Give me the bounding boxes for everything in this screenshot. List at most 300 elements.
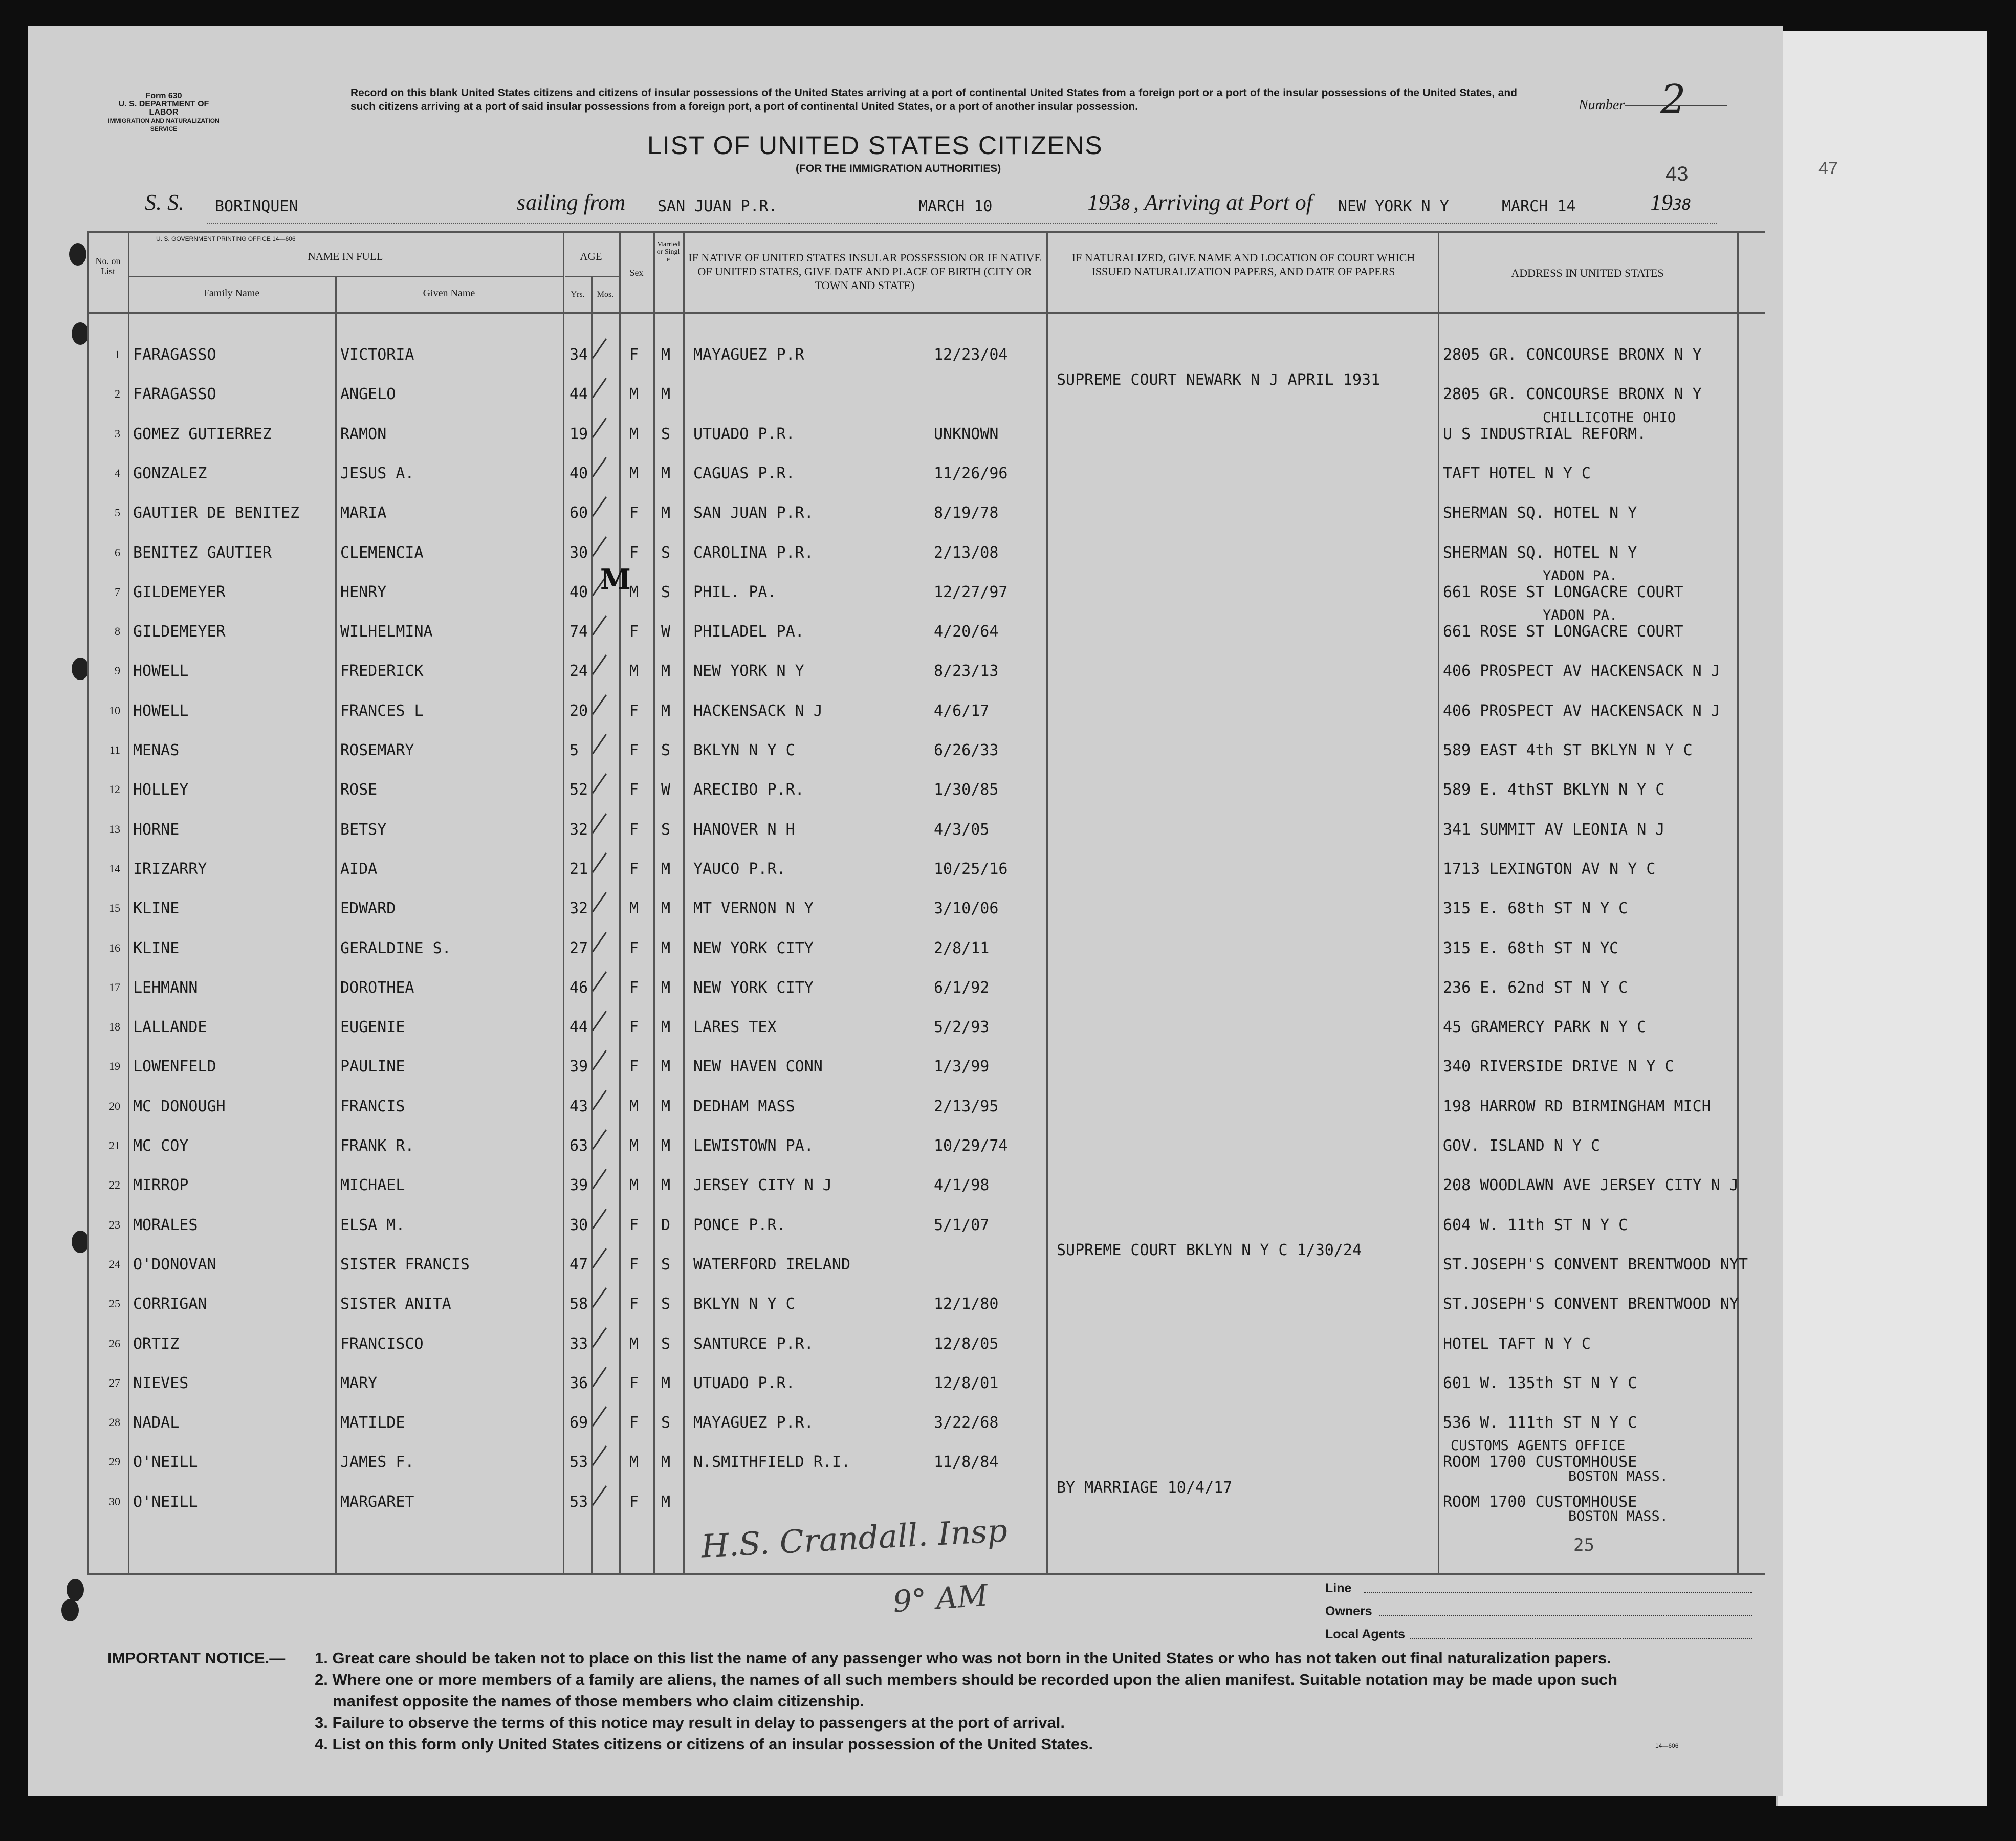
cell-no: 2 — [115, 387, 120, 401]
cell-family: GONZALEZ — [133, 464, 207, 483]
cell-sex: M — [629, 900, 639, 918]
cell-ms: S — [661, 583, 671, 601]
cell-sex: F — [629, 1255, 639, 1274]
cell-ms: M — [661, 1097, 671, 1115]
header-sex: Sex — [629, 268, 644, 278]
cell-addr: 315 E. 68th ST N YC — [1443, 939, 1619, 957]
cell-given: MICHAEL — [340, 1176, 405, 1195]
cell-addr: 1713 LEXINGTON AV N Y C — [1443, 860, 1656, 878]
cell-given: FRANCIS — [340, 1097, 405, 1115]
cell-no: 8 — [115, 625, 120, 638]
cell-date: 4/3/05 — [934, 820, 990, 839]
notice-2: 2. Where one or more members of a family are aliens, the names of all such members should be recorded upon the alien manifest. Suitable notation may be made upon such — [315, 1671, 1618, 1689]
cell-sex: F — [629, 1216, 639, 1234]
cell-age: 63 — [569, 1137, 588, 1155]
cell-place: NEW YORK N Y — [693, 662, 804, 681]
cell-no: 22 — [109, 1178, 120, 1192]
cell-sex: M — [629, 464, 639, 483]
col-rule — [335, 276, 337, 1573]
header-no: No. on List — [95, 256, 121, 276]
cell-addr-line3: BOSTON MASS. — [1568, 1469, 1669, 1485]
cell-sex: F — [629, 741, 639, 759]
cell-family: O'NEILL — [133, 1493, 198, 1511]
cell-addr: 661 ROSE ST LONGACRE COURT — [1443, 583, 1683, 601]
cell-family: O'NEILL — [133, 1453, 198, 1472]
cell-ms: S — [661, 820, 671, 839]
check-mark — [592, 418, 607, 437]
cell-age: 39 — [569, 1058, 588, 1076]
cell-no: 21 — [109, 1139, 120, 1152]
cell-family: KLINE — [133, 939, 180, 957]
cell-ms: M — [661, 504, 671, 522]
cell-family: IRIZARRY — [133, 860, 207, 878]
check-mark — [592, 1129, 607, 1149]
cell-place: MT VERNON N Y — [693, 900, 814, 918]
cell-place: YAUCO P.R. — [693, 860, 786, 878]
cell-no: 1 — [115, 348, 120, 361]
cell-family: HOWELL — [133, 702, 189, 720]
cell-no: 19 — [109, 1060, 120, 1073]
cell-given: FREDERICK — [340, 662, 424, 681]
notice-title: IMPORTANT NOTICE.— — [107, 1649, 286, 1667]
cell-date: 2/13/95 — [934, 1097, 999, 1115]
cell-no: 13 — [109, 822, 120, 836]
cell-addr-line2: YADON PA. — [1543, 607, 1618, 624]
cell-date: 12/8/05 — [934, 1334, 999, 1353]
arrival-year-suffix: 38 — [1673, 196, 1692, 214]
cell-given: MATILDE — [340, 1414, 405, 1432]
cell-no: 25 — [109, 1297, 120, 1310]
cell-addr: 2805 GR. CONCOURSE BRONX N Y — [1443, 385, 1702, 404]
check-mark — [592, 1169, 607, 1189]
check-mark — [592, 1209, 607, 1229]
cell-addr-line2: CHILLICOTHE OHIO — [1543, 409, 1676, 426]
col-rule — [87, 231, 89, 1573]
cell-addr: 2805 GR. CONCOURSE BRONX N Y — [1443, 346, 1702, 364]
cell-age: 36 — [569, 1374, 588, 1392]
cell-addr: 45 GRAMERCY PARK N Y C — [1443, 1018, 1647, 1037]
check-mark — [592, 536, 607, 556]
cell-addr: U S INDUSTRIAL REFORM. — [1443, 425, 1647, 443]
cell-date: 3/22/68 — [934, 1414, 999, 1432]
cell-given: FRANK R. — [340, 1137, 414, 1155]
cell-place: CAGUAS P.R. — [693, 464, 795, 483]
cell-family: NADAL — [133, 1414, 180, 1432]
check-mark — [592, 1050, 607, 1070]
cell-given: RAMON — [340, 425, 387, 443]
margin-note: 43 — [1666, 163, 1689, 185]
cell-age: 44 — [569, 385, 588, 404]
cell-addr: 589 EAST 4th ST BKLYN N Y C — [1443, 741, 1693, 759]
number-label: Number — [1579, 97, 1625, 113]
cell-addr: HOTEL TAFT N Y C — [1443, 1334, 1591, 1353]
cell-family: GAUTIER DE BENITEZ — [133, 504, 300, 522]
cell-place: NEW YORK CITY — [693, 978, 814, 997]
cell-sex: M — [629, 1453, 639, 1472]
cell-age: 33 — [569, 1334, 588, 1353]
cell-addr: TAFT HOTEL N Y C — [1443, 464, 1591, 483]
check-mark — [592, 615, 607, 635]
cell-place: UTUADO P.R. — [693, 1374, 795, 1392]
cell-given: FRANCES L — [340, 702, 424, 720]
table-top-rule — [87, 231, 1765, 233]
cell-date: 6/1/92 — [934, 978, 990, 997]
local-agents-label: Local Agents — [1325, 1627, 1406, 1641]
cell-addr: 406 PROSPECT AV HACKENSACK N J — [1443, 662, 1720, 681]
ship-name: BORINQUEN — [215, 198, 298, 215]
cell-addr: 340 RIVERSIDE DRIVE N Y C — [1443, 1058, 1674, 1076]
cell-addr-line3: BOSTON MASS. — [1568, 1508, 1669, 1524]
cell-addr: 236 E. 62nd ST N Y C — [1443, 978, 1628, 997]
cell-addr-line2: YADON PA. — [1543, 567, 1618, 584]
cell-sex: F — [629, 1374, 639, 1392]
owners-label: Owners — [1325, 1604, 1372, 1618]
cell-date: 10/29/74 — [934, 1137, 1008, 1155]
cell-ms: M — [661, 1137, 671, 1155]
cell-addr-line2: CUSTOMS AGENTS OFFICE — [1451, 1438, 1626, 1454]
cell-age: 32 — [569, 900, 588, 918]
cell-given: ANGELO — [340, 385, 396, 404]
cell-age: 20 — [569, 702, 588, 720]
header-address: ADDRESS IN UNITED STATES — [1511, 267, 1664, 279]
cell-place: BKLYN N Y C — [693, 741, 795, 759]
cell-place: LARES TEX — [693, 1018, 777, 1037]
cell-age: 53 — [569, 1453, 588, 1472]
col-rule — [1737, 231, 1739, 1573]
cell-place: MAYAGUEZ P.R — [693, 346, 804, 364]
cell-no: 4 — [115, 466, 120, 479]
tally-number: 25 — [1573, 1535, 1594, 1555]
header-given-name: Given Name — [423, 288, 475, 299]
check-mark — [592, 378, 607, 398]
cell-addr: ST.JOSEPH'S CONVENT BRENTWOOD NY — [1443, 1295, 1739, 1313]
cell-date: 10/25/16 — [934, 860, 1008, 878]
departure-year — [1087, 189, 1130, 215]
binding-hole — [72, 658, 89, 680]
check-mark — [592, 892, 607, 912]
cell-sex: F — [629, 702, 639, 720]
binding-hole — [72, 322, 89, 345]
arrival-year — [1650, 189, 1691, 215]
check-mark — [592, 774, 607, 794]
cell-age: 30 — [569, 543, 588, 562]
cell-addr: SHERMAN SQ. HOTEL N Y — [1443, 504, 1637, 522]
departure-port: SAN JUAN P.R. — [658, 198, 778, 215]
right-page-number: 47 — [1818, 159, 1838, 178]
cell-family: GILDEMEYER — [133, 623, 226, 641]
col-rule — [683, 231, 685, 1573]
binding-hole — [72, 1231, 89, 1253]
cell-date: UNKNOWN — [934, 425, 999, 443]
check-mark — [592, 971, 607, 991]
cell-age: 58 — [569, 1295, 588, 1313]
row7-sex-correction: M — [600, 563, 631, 596]
check-mark — [592, 457, 607, 477]
cell-no: 29 — [109, 1455, 120, 1469]
cell-sex: M — [629, 1137, 639, 1155]
cell-ms: M — [661, 1018, 671, 1037]
check-mark — [592, 1367, 607, 1387]
cell-ms: W — [661, 623, 671, 641]
cell-no: 6 — [115, 545, 120, 559]
cell-no: 30 — [109, 1495, 120, 1508]
cell-age: 30 — [569, 1216, 588, 1234]
cell-age: 34 — [569, 346, 588, 364]
cell-sex: F — [629, 820, 639, 839]
cell-age: 43 — [569, 1097, 588, 1115]
check-mark — [592, 1248, 607, 1268]
check-mark — [592, 813, 607, 833]
cell-place: PONCE P.R. — [693, 1216, 786, 1234]
cell-age: 40 — [569, 583, 588, 601]
cell-family: MC DONOUGH — [133, 1097, 226, 1115]
cell-age: 32 — [569, 820, 588, 839]
cell-ms: M — [661, 385, 671, 404]
cell-given: EDWARD — [340, 900, 396, 918]
cell-sex: M — [629, 1176, 639, 1195]
cell-ms: M — [661, 900, 671, 918]
check-mark — [592, 734, 607, 754]
cell-ms: M — [661, 860, 671, 878]
col-rule — [1438, 231, 1439, 1573]
adjacent-page — [1776, 31, 1987, 1806]
cell-age: 44 — [569, 1018, 588, 1037]
cell-date: 6/26/33 — [934, 741, 999, 759]
ss-label: S. S. — [145, 190, 184, 215]
cell-place: SAN JUAN P.R. — [693, 504, 814, 522]
cell-ms: D — [661, 1216, 671, 1234]
form-number: Form 630 — [145, 92, 182, 100]
cell-addr: 604 W. 11th ST N Y C — [1443, 1216, 1628, 1234]
cell-age: 52 — [569, 781, 588, 799]
check-mark — [592, 694, 607, 714]
cell-family: MORALES — [133, 1216, 198, 1234]
cell-place: HACKENSACK N J — [693, 702, 823, 720]
cell-family: HOWELL — [133, 662, 189, 681]
check-mark — [592, 1287, 607, 1307]
cell-sex: F — [629, 1295, 639, 1313]
cell-addr: GOV. ISLAND N Y C — [1443, 1137, 1601, 1155]
cell-addr: SHERMAN SQ. HOTEL N Y — [1443, 543, 1637, 562]
cell-place: ARECIBO P.R. — [693, 781, 804, 799]
cell-place: WATERFORD IRELAND — [693, 1255, 851, 1274]
cell-nat: SUPREME COURT BKLYN N Y C 1/30/24 — [1057, 1241, 1362, 1259]
cell-ms: S — [661, 1334, 671, 1353]
cell-date: 5/2/93 — [934, 1018, 990, 1037]
cell-no: 14 — [109, 862, 120, 875]
binding-hole — [69, 243, 86, 266]
cell-no: 15 — [109, 902, 120, 915]
cell-place: BKLYN N Y C — [693, 1295, 795, 1313]
cell-ms: S — [661, 741, 671, 759]
table-bottom-rule — [87, 1573, 1765, 1575]
cell-addr: 536 W. 111th ST N Y C — [1443, 1414, 1637, 1432]
departure-year-suffix: 8 — [1121, 196, 1131, 214]
cell-no: 9 — [115, 664, 120, 677]
cell-given: HENRY — [340, 583, 387, 601]
cell-date: 1/30/85 — [934, 781, 999, 799]
cell-age: 40 — [569, 464, 588, 483]
cell-given: MARY — [340, 1374, 378, 1392]
cell-place: SANTURCE P.R. — [693, 1334, 814, 1353]
check-mark — [592, 1327, 607, 1347]
cell-family: HORNE — [133, 820, 180, 839]
arrival-year-prefix: 19 — [1650, 190, 1673, 215]
cell-family: NIEVES — [133, 1374, 189, 1392]
cell-date: 12/1/80 — [934, 1295, 999, 1313]
cell-age: 69 — [569, 1414, 588, 1432]
check-mark — [592, 338, 607, 358]
cell-no: 20 — [109, 1099, 120, 1112]
cell-sex: M — [629, 1334, 639, 1353]
cell-family: LALLANDE — [133, 1018, 207, 1037]
cell-given: MARGARET — [340, 1493, 414, 1511]
cell-sex: F — [629, 504, 639, 522]
cell-sex: F — [629, 1414, 639, 1432]
cell-given: ELSA M. — [340, 1216, 405, 1234]
handwritten-time: 9° AM — [891, 1577, 989, 1619]
check-mark — [592, 496, 607, 516]
cell-ms: M — [661, 346, 671, 364]
cell-age: 5 — [569, 741, 579, 759]
cell-sex: M — [629, 1097, 639, 1115]
cell-no: 26 — [109, 1336, 120, 1350]
cell-addr: 661 ROSE ST LONGACRE COURT — [1443, 623, 1683, 641]
cell-no: 24 — [109, 1257, 120, 1270]
binding-hole — [67, 1579, 84, 1601]
notice-4: 4. List on this form only United States citizens or citizens of an insular possession of the United States. — [315, 1735, 1093, 1753]
cell-date: 2/13/08 — [934, 543, 999, 562]
cell-family: BENITEZ GAUTIER — [133, 543, 272, 562]
cell-ms: M — [661, 662, 671, 681]
cell-sex: F — [629, 1018, 639, 1037]
cell-no: 23 — [109, 1218, 120, 1231]
cell-addr: 341 SUMMIT AV LEONIA N J — [1443, 820, 1665, 839]
form-preamble: Record on this blank United States citizens and citizens of insular possessions of the United States arriving at a port of continental United States from a foreign port or a port of the insular possessions of the United States, and such citizens arriving at a port of said insular possessions from a foreign port, a port of continental United States, or a port of another insular possession. — [350, 87, 1517, 113]
cell-date: 12/27/97 — [934, 583, 1008, 601]
cell-family: KLINE — [133, 900, 180, 918]
cell-family: MENAS — [133, 741, 180, 759]
cell-sex: F — [629, 781, 639, 799]
cell-given: VICTORIA — [340, 346, 414, 364]
cell-age: 53 — [569, 1493, 588, 1511]
cell-place: HANOVER N H — [693, 820, 795, 839]
col-rule — [619, 231, 621, 1573]
cell-place: DEDHAM MASS — [693, 1097, 795, 1115]
cell-date: 4/6/17 — [934, 702, 990, 720]
cell-sex: F — [629, 1058, 639, 1076]
cell-age: 60 — [569, 504, 588, 522]
cell-family: ORTIZ — [133, 1334, 180, 1353]
cell-ms: M — [661, 702, 671, 720]
cell-ms: S — [661, 543, 671, 562]
binding-hole — [61, 1599, 79, 1621]
cell-ms: M — [661, 1374, 671, 1392]
cell-ms: M — [661, 1453, 671, 1472]
notice-3: 3. Failure to observe the terms of this notice may result in delay to passengers at the port of arrival. — [315, 1714, 1065, 1732]
cell-no: 7 — [115, 585, 120, 598]
cell-place: PHILADEL PA. — [693, 623, 804, 641]
manifest-sheet — [28, 26, 1783, 1796]
header-naturalized: IF NATURALIZED, GIVE NAME AND LOCATION OF COURT WHICH ISSUED NATURALIZATION PAPERS, AND DATE OF PAPERS — [1071, 251, 1415, 278]
arrival-date: MARCH 14 — [1502, 198, 1576, 215]
cell-addr: 208 WOODLAWN AVE JERSEY CITY N J — [1443, 1176, 1739, 1195]
cell-date: 4/1/98 — [934, 1176, 990, 1195]
header-birth: IF NATIVE OF UNITED STATES INSULAR POSSESSION OR IF NATIVE OF UNITED STATES, GIVE DATE AND PLACE OF BIRTH (CITY OR TOWN AND STATE) — [688, 251, 1041, 292]
cell-date: 5/1/07 — [934, 1216, 990, 1234]
cell-place: NEW HAVEN CONN — [693, 1058, 823, 1076]
cell-family: FARAGASSO — [133, 346, 216, 364]
cell-date: 1/3/99 — [934, 1058, 990, 1076]
cell-ms: M — [661, 1493, 671, 1511]
cell-date: 2/8/11 — [934, 939, 990, 957]
cell-date: 11/8/84 — [934, 1453, 999, 1472]
cell-family: GILDEMEYER — [133, 583, 226, 601]
print-office-note: U. S. GOVERNMENT PRINTING OFFICE 14—606 — [156, 235, 296, 243]
departure-year-prefix: 193 — [1087, 190, 1121, 215]
cell-place: LEWISTOWN PA. — [693, 1137, 814, 1155]
service-name: IMMIGRATION AND NATURALIZATION SERVICE — [108, 117, 220, 133]
cell-age: 21 — [569, 860, 588, 878]
cell-given: ROSE — [340, 781, 378, 799]
cell-sex: M — [629, 385, 639, 404]
cell-no: 16 — [109, 941, 120, 954]
handwritten-number: 2 — [1660, 77, 1686, 123]
cell-nat: SUPREME COURT NEWARK N J APRIL 1931 — [1057, 371, 1380, 389]
header-family-name: Family Name — [203, 288, 260, 299]
cell-date: 4/20/64 — [934, 623, 999, 641]
cell-given: BETSY — [340, 820, 387, 839]
arriving-label: , Arriving at Port of — [1133, 190, 1312, 215]
check-mark — [592, 655, 607, 675]
form-title: LIST OF UNITED STATES CITIZENS — [647, 131, 1103, 160]
cell-given: GERALDINE S. — [340, 939, 451, 957]
check-mark — [592, 1485, 607, 1505]
cell-ms: S — [661, 1414, 671, 1432]
cell-date: 8/19/78 — [934, 504, 999, 522]
cell-no: 11 — [109, 743, 120, 756]
cell-nat: BY MARRIAGE 10/4/17 — [1057, 1478, 1233, 1497]
cell-place: JERSEY CITY N J — [693, 1176, 832, 1195]
cell-age: 46 — [569, 978, 588, 997]
cell-ms: M — [661, 978, 671, 997]
check-mark — [592, 1446, 607, 1466]
department-name: U. S. DEPARTMENT OF LABOR — [118, 100, 209, 117]
cell-sex: F — [629, 939, 639, 957]
cell-given: ROSEMARY — [340, 741, 414, 759]
header-mos: Mos. — [597, 290, 614, 299]
form-subtitle: (FOR THE IMMIGRATION AUTHORITIES) — [796, 163, 1001, 174]
cell-given: SISTER FRANCIS — [340, 1255, 470, 1274]
col-rule — [563, 231, 564, 1573]
cell-place: NEW YORK CITY — [693, 939, 814, 957]
cell-no: 27 — [109, 1376, 120, 1389]
header-bottom-rule — [87, 312, 1765, 314]
cell-sex: M — [629, 662, 639, 681]
cell-no: 28 — [109, 1416, 120, 1429]
cell-given: PAULINE — [340, 1058, 405, 1076]
col-rule — [1046, 231, 1048, 1573]
cell-sex: F — [629, 1493, 639, 1511]
cell-given: AIDA — [340, 860, 378, 878]
cell-addr: 589 E. 4thST BKLYN N Y C — [1443, 781, 1665, 799]
cell-sex: F — [629, 978, 639, 997]
check-mark — [592, 1090, 607, 1110]
cell-sex: F — [629, 860, 639, 878]
cell-date: 12/8/01 — [934, 1374, 999, 1392]
cell-no: 17 — [109, 980, 120, 994]
cell-age: 19 — [569, 425, 588, 443]
